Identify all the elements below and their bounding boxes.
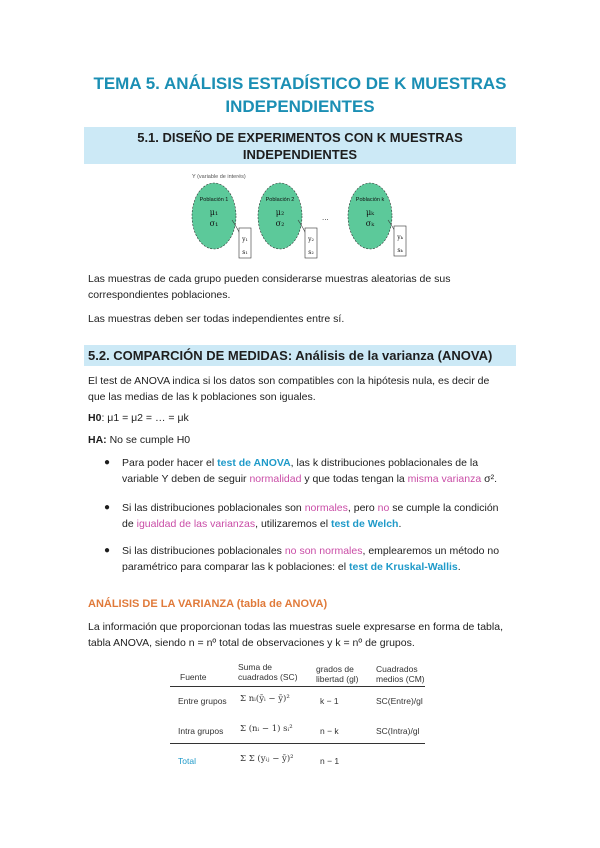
- header-fuente: Fuente: [180, 672, 207, 682]
- diagram-ellipsis: ...: [322, 213, 329, 222]
- header-cm: Cuadrados medios (CM): [376, 664, 425, 684]
- table-total-rule: [170, 743, 425, 744]
- row-intra-gl: n − k: [320, 726, 339, 736]
- row-entre-cm: SC(Entre)/gl: [376, 696, 423, 706]
- sample-k-sd: sₖ: [397, 247, 403, 254]
- population-2-mu: μ₂: [275, 208, 285, 217]
- row-entre-gl: k − 1: [320, 696, 339, 706]
- row-intra-fuente: Intra grupos: [178, 726, 224, 736]
- population-2-sigma: σ₂: [275, 219, 285, 228]
- bullet-dot: ●: [104, 457, 111, 468]
- sample-2-mean: y₂: [308, 236, 314, 243]
- paragraph-anova-intro: El test de ANOVA indica si los datos son compatibles con la hipótesis nula, es decir de que las medias de las k poblaciones son iguales.: [88, 375, 490, 403]
- bullet-welch: ● Si las distribuciones poblacionales son normales, pero no se cumple la condición de igualdad de las varianzas, utilizaremos el test de Welch.: [104, 502, 499, 530]
- sample-2-sd: s₂: [308, 249, 314, 256]
- sample-1-sd: s₁: [242, 249, 248, 256]
- anova-table: [170, 658, 430, 778]
- page-title: TEMA 5. ANÁLISIS ESTADÍSTICO DE K MUESTRAS INDEPENDIENTES: [93, 74, 507, 116]
- table-header-rule: [170, 686, 425, 687]
- row-entre-fuente: Entre grupos: [178, 696, 227, 706]
- paragraph-independence: Las muestras deben ser todas independientes entre sí.: [88, 313, 345, 325]
- bullet-dot: ●: [104, 502, 111, 513]
- row-total-formula: Σ Σ (yᵢⱼ − ȳ)²: [240, 754, 294, 764]
- bullet-kruskal: ● Si las distribuciones poblacionales no son normales, emplearemos un método no paramétrico para comparar las k poblaciones: el test de Kruskal-Wallis.: [104, 545, 500, 573]
- bullet-dot: ●: [104, 545, 111, 556]
- population-k-mu: μₖ: [365, 208, 375, 217]
- row-intra-cm: SC(Intra)/gl: [376, 726, 420, 736]
- row-total-gl: n − 1: [320, 756, 340, 766]
- section-heading-5-1: 5.1. DISEÑO DE EXPERIMENTOS CON K MUESTRAS INDEPENDIENTES: [84, 127, 516, 164]
- population-1-label: Población 1: [199, 197, 229, 203]
- population-2-label: Población 2: [265, 197, 295, 203]
- paragraph-random-samples: Las muestras de cada grupo pueden considerarse muestras aleatorias de sus correspondientes poblaciones.: [88, 273, 451, 301]
- diagram-caption: Y (variable de interés): [192, 174, 246, 180]
- bullet-anova-conditions: ● Para poder hacer el test de ANOVA, las k distribuciones poblacionales de la variable Y deben de seguir normalidad y que todas tengan la misma varianza σ².: [104, 457, 498, 485]
- population-k-sigma: σₖ: [365, 219, 375, 228]
- population-1-sigma: σ₁: [209, 219, 219, 228]
- row-intra-formula: Σ (nᵢ − 1) sᵢ²: [240, 724, 293, 734]
- header-gl: grados de libertad (gl): [316, 664, 359, 684]
- alt-hypothesis: HA: No se cumple H0: [88, 434, 191, 446]
- sample-1-mean: y₁: [242, 236, 248, 243]
- row-total-fuente: Total: [178, 756, 196, 766]
- null-hypothesis: H0: μ1 = μ2 = … = μk: [88, 412, 189, 424]
- paragraph-anova-table: La información que proporcionan todas las muestras suele expresarse en forma de tabla, tabla ANOVA, siendo n = nº total de observaciones y k = nº de grupos.: [88, 621, 503, 649]
- population-k-label: Población k: [355, 197, 385, 203]
- population-1-mu: μ₁: [209, 208, 219, 217]
- row-entre-formula: Σ nᵢ(ȳᵢ − ȳ)²: [240, 694, 290, 704]
- populations-diagram: [180, 170, 420, 266]
- header-sc: Suma de cuadrados (SC): [238, 662, 298, 682]
- sample-k-mean: yₖ: [397, 234, 403, 241]
- anova-table-subheading: ANÁLISIS DE LA VARIANZA (tabla de ANOVA): [88, 598, 328, 610]
- section-heading-5-2: 5.2. COMPARCIÓN DE MEDIDAS: Análisis de la varianza (ANOVA): [84, 345, 516, 366]
